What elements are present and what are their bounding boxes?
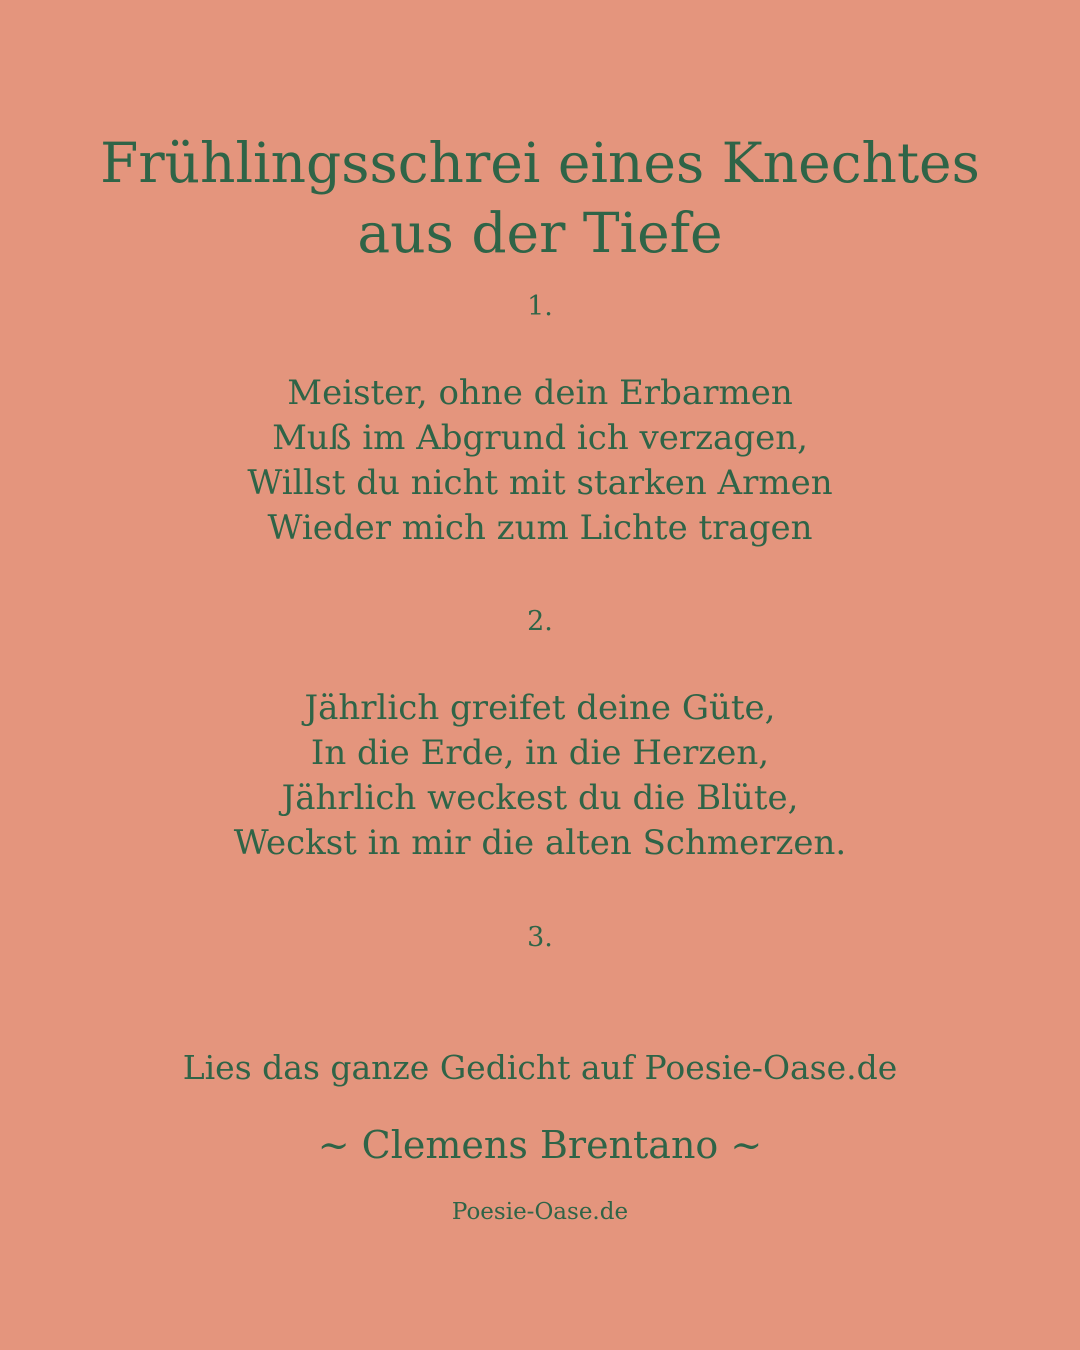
stanza-2	[0, 686, 1080, 866]
poem-line: Meister, ohne dein Erbarmen	[287, 373, 793, 413]
site-watermark: Poesie-Oase.de	[451, 1199, 629, 1225]
poem-line: Jährlich greifet deine Güte,	[304, 688, 776, 728]
stanza-1	[0, 371, 1080, 551]
poem-line: Weckst in mir die alten Schmerzen.	[233, 823, 847, 863]
stanza-number-3: 3.	[527, 922, 553, 953]
author-name: ~ Clemens Brentano ~	[317, 1123, 763, 1167]
poem-title: Frühlingsschrei eines Knechtes aus der Tiefe	[100, 131, 980, 265]
poem-line: Muß im Abgrund ich verzagen,	[272, 418, 808, 458]
stanza-number-1: 1.	[527, 291, 553, 322]
read-more-text: Lies das ganze Gedicht auf Poesie-Oase.de	[182, 1048, 898, 1087]
poem-line: Wieder mich zum Lichte tragen	[267, 508, 813, 548]
stanza-number-2: 2.	[527, 606, 553, 637]
poem-line: Jährlich weckest du die Blüte,	[281, 778, 799, 818]
poem-line: Willst du nicht mit starken Armen	[247, 463, 833, 503]
poem-line: In die Erde, in die Herzen,	[310, 733, 770, 773]
